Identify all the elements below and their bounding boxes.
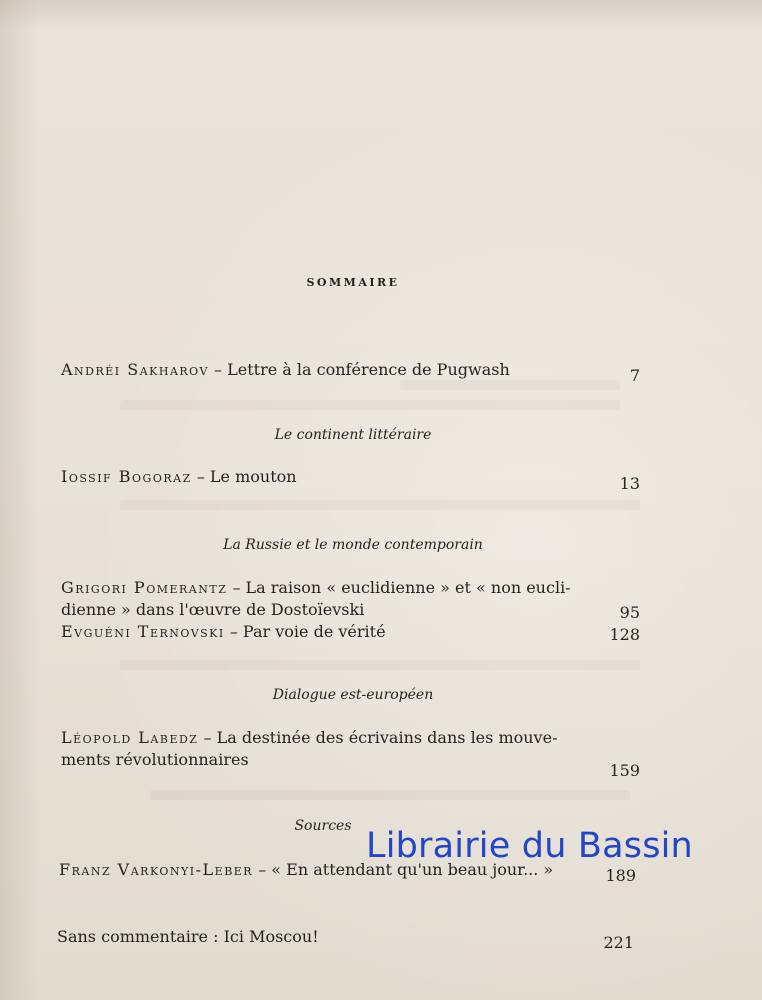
show-through-line [120,500,640,510]
toc-page-number: 128 [609,625,640,644]
toc-author: Léopold Labedz [61,728,199,747]
toc-author: Grigori Pomerantz [61,578,228,597]
toc-page-number: 7 [629,366,640,385]
toc-page-number: 221 [603,933,634,952]
toc-section-heading: La Russie et le monde contemporain [223,537,483,553]
toc-title: – Lettre à la conférence de Pugwash [214,360,510,379]
toc-entry [61,728,557,747]
show-through-line [120,660,640,670]
toc-entry [61,467,297,486]
toc-page-number: 95 [619,603,640,622]
toc-title: – Le mouton [196,467,297,486]
bookseller-watermark: Librairie du Bassin [366,826,693,866]
toc-page-number: 189 [605,866,636,885]
show-through-line [150,790,630,800]
show-through-line [400,380,620,390]
toc-entry [57,927,319,946]
toc-author: Andréi Sakharov [61,360,209,379]
show-through-line [120,400,620,410]
toc-author: Evguéni Ternovski [61,622,225,641]
toc-title: – La destinée des écrivains dans les mouve- [203,728,558,747]
toc-title: – « En attendant qu'un beau jour... » [258,860,554,879]
toc-entry [61,622,386,641]
toc-title: – La raison « euclidienne » et « non eucli- [232,578,571,597]
toc-title: – Par voie de vérité [229,622,386,641]
toc-entry-continuation: ments révolutionnaires [61,750,249,769]
toc-title: Sans commentaire : Ici Moscou! [57,927,319,946]
page-left-shadow [0,0,40,1000]
toc-section-heading: Dialogue est-européen [272,687,434,703]
toc-entry [61,578,571,597]
toc-section-heading: Sources [294,818,352,834]
toc-page-number: 159 [609,761,640,780]
toc-entry [61,360,510,379]
toc-author: Iossif Bogoraz [61,467,192,486]
toc-entry-continuation: dienne » dans l'œuvre de Dostoïevski [61,600,365,619]
page-top-shadow [0,0,762,30]
toc-author: Franz Varkonyi-Leber [59,860,254,879]
toc-section-heading: Le continent littéraire [274,427,432,443]
toc-page-number: 13 [619,474,640,493]
contents-heading: SOMMAIRE [306,276,400,289]
